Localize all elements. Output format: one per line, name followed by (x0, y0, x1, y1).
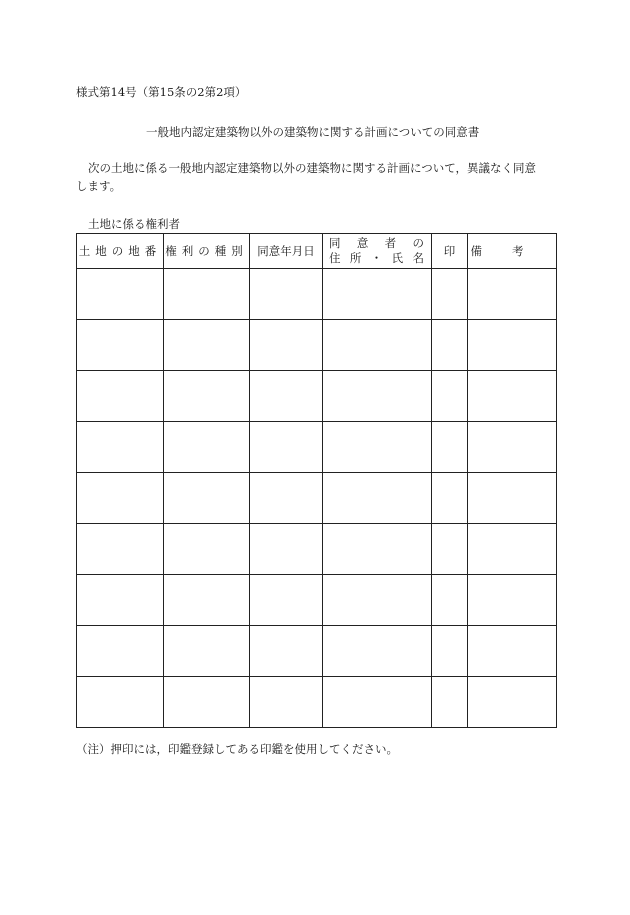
seal-note: （注）押印には，印鑑登録してある印鑑を使用してください。 (76, 742, 398, 756)
cell-right-type[interactable] (164, 422, 250, 473)
cell-right-type[interactable] (164, 575, 250, 626)
table-body (77, 269, 557, 728)
header-remarks: 備考 (468, 234, 557, 269)
cell-right-type[interactable] (164, 473, 250, 524)
cell-lot-number[interactable] (77, 269, 164, 320)
cell-consent-date[interactable] (250, 320, 323, 371)
cell-consent-date[interactable] (250, 371, 323, 422)
table-row (77, 524, 557, 575)
cell-consenter[interactable] (323, 473, 432, 524)
consent-statement (76, 159, 560, 195)
rights-holders-table (76, 233, 557, 728)
header-consent-date: 同意年月日 (250, 234, 323, 269)
cell-seal[interactable] (432, 524, 468, 575)
header-right-type: 権利の種別 (164, 234, 250, 269)
cell-consent-date[interactable] (250, 677, 323, 728)
table-row (77, 575, 557, 626)
cell-consenter[interactable] (323, 524, 432, 575)
cell-right-type[interactable] (164, 320, 250, 371)
cell-consenter[interactable] (323, 320, 432, 371)
cell-lot-number[interactable] (77, 371, 164, 422)
cell-remarks[interactable] (468, 575, 557, 626)
header-seal: 印 (432, 234, 468, 269)
table-caption: 土地に係る権利者 (88, 217, 180, 231)
cell-seal[interactable] (432, 677, 468, 728)
cell-consent-date[interactable] (250, 422, 323, 473)
cell-consenter[interactable] (323, 422, 432, 473)
consent-statement-line-1: 次の土地に係る一般地内認定建築物以外の建築物に関する計画について，異議なく同意 (88, 161, 537, 175)
cell-remarks[interactable] (468, 524, 557, 575)
cell-seal[interactable] (432, 320, 468, 371)
header-consenter (323, 234, 432, 269)
cell-consenter[interactable] (323, 575, 432, 626)
cell-right-type[interactable] (164, 677, 250, 728)
cell-seal[interactable] (432, 473, 468, 524)
cell-right-type[interactable] (164, 626, 250, 677)
cell-remarks[interactable] (468, 371, 557, 422)
cell-consent-date[interactable] (250, 269, 323, 320)
cell-remarks[interactable] (468, 677, 557, 728)
cell-consenter[interactable] (323, 677, 432, 728)
cell-lot-number[interactable] (77, 524, 164, 575)
cell-lot-number[interactable] (77, 473, 164, 524)
form-number: 様式第14号（第15条の2第2項） (76, 85, 247, 99)
cell-remarks[interactable] (468, 422, 557, 473)
table-row (77, 626, 557, 677)
cell-seal[interactable] (432, 626, 468, 677)
table-row (77, 320, 557, 371)
document-title: 一般地内認定建築物以外の建築物に関する計画についての同意書 (146, 125, 480, 139)
cell-seal[interactable] (432, 575, 468, 626)
header-consenter-line-1: 同意者の (329, 236, 426, 250)
cell-right-type[interactable] (164, 371, 250, 422)
cell-right-type[interactable] (164, 524, 250, 575)
cell-remarks[interactable] (468, 269, 557, 320)
cell-consenter[interactable] (323, 371, 432, 422)
header-consenter-line-2: 住所・氏名 (329, 251, 426, 265)
cell-lot-number[interactable] (77, 320, 164, 371)
cell-consent-date[interactable] (250, 524, 323, 575)
consent-statement-line-2: します。 (76, 179, 122, 193)
cell-consenter[interactable] (323, 269, 432, 320)
cell-consenter[interactable] (323, 626, 432, 677)
table-row (77, 422, 557, 473)
cell-lot-number[interactable] (77, 677, 164, 728)
cell-lot-number[interactable] (77, 575, 164, 626)
table-row (77, 269, 557, 320)
cell-seal[interactable] (432, 422, 468, 473)
cell-seal[interactable] (432, 371, 468, 422)
cell-remarks[interactable] (468, 320, 557, 371)
table-row (77, 677, 557, 728)
cell-consent-date[interactable] (250, 473, 323, 524)
cell-lot-number[interactable] (77, 626, 164, 677)
header-lot-number: 土地の地番 (77, 234, 164, 269)
cell-lot-number[interactable] (77, 422, 164, 473)
cell-remarks[interactable] (468, 473, 557, 524)
table-header-row (77, 234, 557, 269)
table-row (77, 473, 557, 524)
table-row (77, 371, 557, 422)
cell-consent-date[interactable] (250, 575, 323, 626)
cell-remarks[interactable] (468, 626, 557, 677)
cell-seal[interactable] (432, 269, 468, 320)
cell-consent-date[interactable] (250, 626, 323, 677)
cell-right-type[interactable] (164, 269, 250, 320)
